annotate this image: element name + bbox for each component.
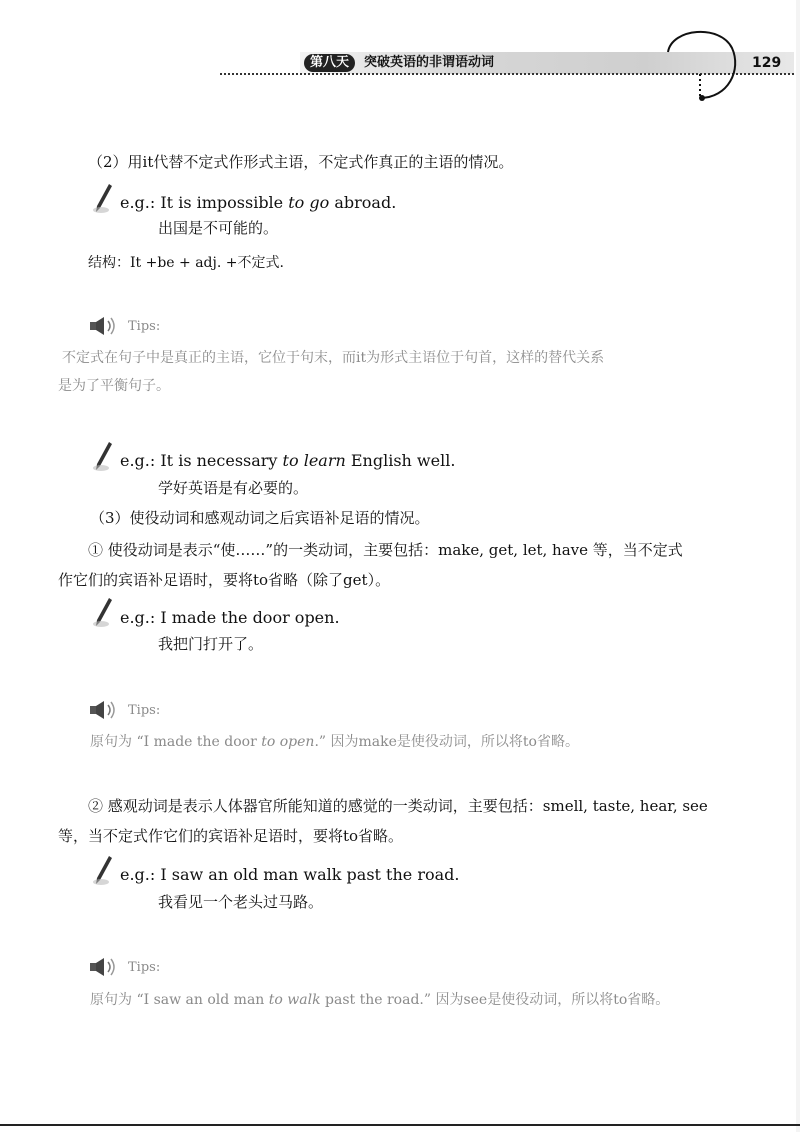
pen-icon (92, 182, 114, 214)
speaker-icon (88, 315, 122, 337)
tips-text: 原句为 “I made the door to open.” 因为make是使役动词，所以将to省略。 (90, 734, 579, 750)
example-translation-1: 出国是不可能的。 (158, 219, 279, 237)
point-2-line-1: ② 感观动词是表示人体器官所能知道的感觉的一类动词，主要包括：smell, taste, hear, see (88, 797, 708, 815)
pen-icon (92, 854, 114, 886)
page-curl-ornament-icon (650, 18, 740, 110)
structure-formula: 结构：It +be + adj. +不定式. (88, 255, 284, 271)
tips-label: Tips: (128, 319, 161, 334)
chapter-title: 突破英语的非谓语动词 (364, 55, 495, 70)
example-sentence-2: e.g.: It is necessary to learn English well. (120, 451, 456, 470)
tips-text-line-1: 不定式在句子中是真正的主语，它位于句末，而it为形式主语位于句首，这样的替代关系 (62, 350, 605, 366)
point-2-line-2: 等，当不定式作它们的宾语补足语时，要将to省略。 (58, 827, 404, 845)
section-3-heading: （3）使役动词和感观动词之后宾语补足语的情况。 (90, 509, 430, 527)
speaker-icon (88, 699, 122, 721)
pen-icon (92, 440, 114, 472)
tips-text: 原句为 “I saw an old man to walk past the road.” 因为see是使役动词，所以将to省略。 (90, 992, 670, 1008)
point-1-line-2: 作它们的宾语补足语时，要将to省略（除了get）。 (58, 571, 391, 589)
speaker-icon (88, 956, 122, 978)
point-1-line-1: ① 使役动词是表示“使……”的一类动词，主要包括：make, get, let, have 等，当不定式 (88, 541, 683, 559)
bottom-rule (0, 1124, 800, 1126)
example-translation-3: 我把门打开了。 (158, 635, 264, 653)
chapter-badge: 第八天 (304, 54, 355, 72)
example-sentence-3: e.g.: I made the door open. (120, 608, 340, 627)
tips-text-line-2: 是为了平衡句子。 (58, 378, 170, 394)
page-edge (796, 0, 800, 1132)
example-translation-4: 我看见一个老头过马路。 (158, 893, 324, 911)
tips-label: Tips: (128, 960, 161, 975)
page-number: 129 (752, 55, 782, 71)
example-translation-2: 学好英语是有必要的。 (158, 479, 309, 497)
pen-icon (92, 596, 114, 628)
example-sentence-4: e.g.: I saw an old man walk past the road. (120, 865, 460, 884)
tips-label: Tips: (128, 703, 161, 718)
section-2-heading: （2）用it代替不定式作形式主语，不定式作真正的主语的情况。 (88, 153, 514, 171)
example-sentence-1: e.g.: It is impossible to go abroad. (120, 193, 397, 212)
